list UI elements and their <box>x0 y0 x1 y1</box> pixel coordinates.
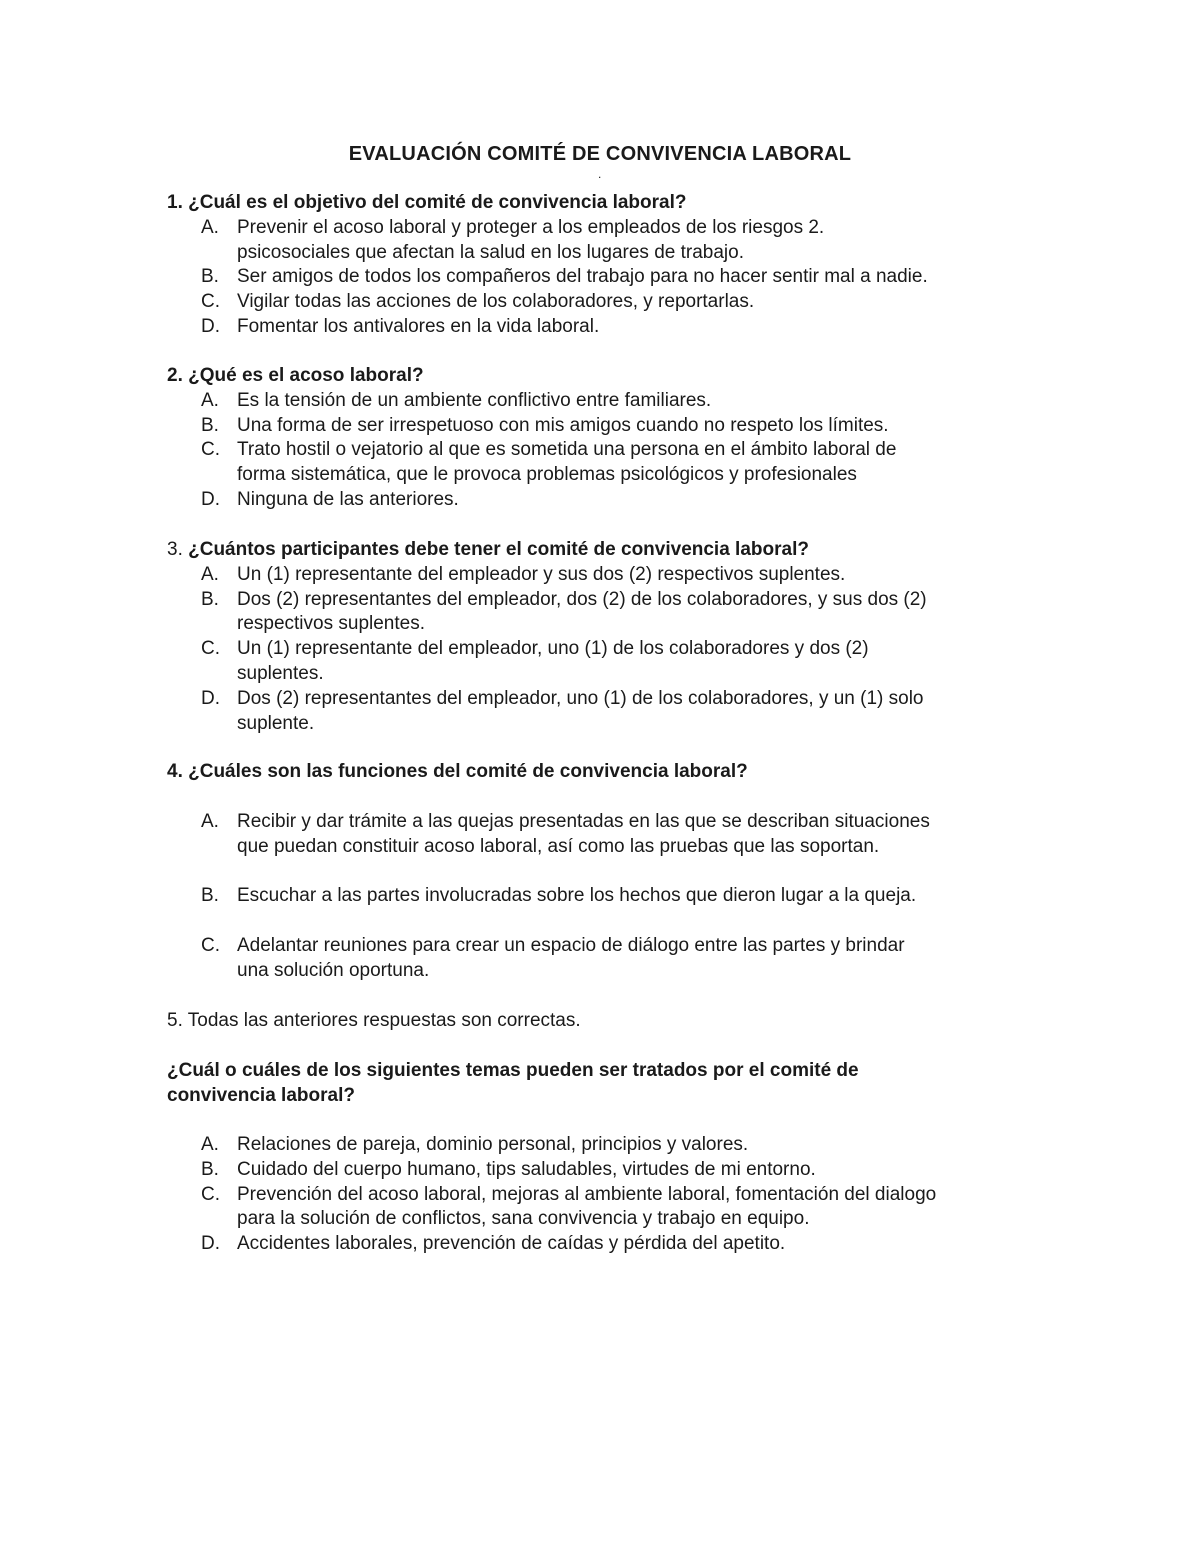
option-text-line: forma sistemática, que le provoca problemas psicológicos y profesionales <box>237 464 857 486</box>
question-2-option-b <box>167 414 1047 439</box>
option-letter: B. <box>201 588 219 610</box>
question-4-option-a-block <box>167 810 1047 860</box>
question-6 <box>167 1059 1047 1109</box>
option-letter: A. <box>201 389 219 411</box>
option-letter: D. <box>201 488 220 510</box>
question-2-option-c <box>167 438 1047 488</box>
option-text-line: Un (1) representante del empleador, uno (1) de los colaboradores y dos (2) <box>237 638 869 660</box>
question-1-option-d <box>167 315 1047 340</box>
question-2-option-a <box>167 389 1047 414</box>
option-text-line: para la solución de conflictos, sana convivencia y trabajo en equipo. <box>237 1208 810 1230</box>
option-text-line: Relaciones de pareja, dominio personal, principios y valores. <box>237 1134 749 1155</box>
question-3-option-c <box>167 637 1047 687</box>
option-text-line: Cuidado del cuerpo humano, tips saludables, virtudes de mi entorno. <box>237 1158 816 1180</box>
option-text-line: Vigilar todas las acciones de los colaboradores, y reportarlas. <box>237 291 755 313</box>
option-text-line: respectivos suplentes. <box>237 613 425 635</box>
option-text-line: suplentes. <box>237 662 324 684</box>
option-text-line: suplente. <box>237 712 315 734</box>
option-text-line: Dos (2) representantes del empleador, dos (2) de los colaboradores, y sus dos (2) <box>237 588 927 610</box>
question-3-label: ¿Cuántos participantes debe tener el comité de convivencia laboral? <box>188 539 809 560</box>
option-text-line: Recibir y dar trámite a las quejas presentadas en las que se describan situaciones <box>237 811 930 832</box>
question-2 <box>167 364 1047 513</box>
document-title: EVALUACIÓN COMITÉ DE CONVIVENCIA LABORAL <box>348 143 852 165</box>
option-text-line: Accidentes laborales, prevención de caídas y pérdida del apetito. <box>237 1233 786 1255</box>
option-letter: D. <box>201 1233 220 1255</box>
option-letter: A. <box>201 216 219 238</box>
question-2-text: 2. ¿Qué es el acoso laboral? <box>167 365 424 386</box>
question-3-number: 3. <box>167 539 189 560</box>
option-text-line: Un (1) representante del empleador y sus dos (2) respectivos suplentes. <box>237 563 846 585</box>
option-letter: B. <box>201 1158 219 1180</box>
question-2-option-d <box>167 488 1047 513</box>
question-6-option-a <box>167 1133 1047 1158</box>
option-text-line: psicosociales que afectan la salud en los lugares de trabajo. <box>237 241 744 263</box>
option-letter: A. <box>201 1134 219 1155</box>
option-letter: C. <box>201 935 220 956</box>
option-text-line: Trato hostil o vejatorio al que es sometida una persona en el ámbito laboral de <box>237 439 897 461</box>
question-1-option-a <box>167 216 1047 266</box>
option-letter: C. <box>201 439 220 461</box>
question-4-option-b-block <box>167 884 1047 909</box>
option-letter: D. <box>201 687 220 709</box>
option-text-line: Escuchar a las partes involucradas sobre los hechos que dieron lugar a la queja. <box>237 885 917 906</box>
option-text-line: Una forma de ser irrespetuoso con mis amigos cuando no respeto los límites. <box>237 414 889 436</box>
option-letter: C. <box>201 1183 220 1205</box>
question-4-text: 4. ¿Cuáles son las funciones del comité de convivencia laboral? <box>167 761 748 782</box>
question-4-option-b <box>167 884 1047 909</box>
question-3-option-a <box>167 563 1047 588</box>
question-1-option-b <box>167 265 1047 290</box>
option-letter: C. <box>201 291 220 313</box>
option-text-line: una solución oportuna. <box>237 959 430 981</box>
option-text-line: Ser amigos de todos los compañeros del trabajo para no hacer sentir mal a nadie. <box>237 266 928 288</box>
option-letter: B. <box>201 885 219 906</box>
option-letter: D. <box>201 315 220 337</box>
option-text-line: Fomentar los antivalores en la vida laboral. <box>237 315 600 337</box>
option-text-line: Prevenir el acoso laboral y proteger a los empleados de los riesgos 2. <box>237 216 825 238</box>
question-4 <box>167 760 1047 785</box>
question-3-option-d <box>167 687 1047 737</box>
question-1 <box>167 191 1047 340</box>
question-6-text-line: convivencia laboral? <box>167 1084 355 1106</box>
option-text-line: Adelantar reuniones para crear un espacio de diálogo entre las partes y brindar <box>237 935 905 956</box>
option-text-line: Ninguna de las anteriores. <box>237 488 459 510</box>
question-3-text <box>167 538 1047 563</box>
question-3 <box>167 538 1047 736</box>
question-1-option-c <box>167 290 1047 315</box>
question-6-options <box>167 1133 1047 1257</box>
question-4-option-c-block <box>167 934 1047 984</box>
question-6-option-c <box>167 1183 1047 1233</box>
item-5-text: 5. Todas las anteriores respuestas son correctas. <box>167 1010 581 1031</box>
item-5 <box>167 1009 1047 1034</box>
question-4-option-c <box>167 934 1047 984</box>
question-6-option-b <box>167 1158 1047 1183</box>
question-6-text-line: ¿Cuál o cuáles de los siguientes temas pueden ser tratados por el comité de <box>167 1060 859 1081</box>
question-3-option-b <box>167 588 1047 638</box>
option-text-line: que puedan constituir acoso laboral, así como las pruebas que las soportan. <box>237 835 880 857</box>
option-text-line: Dos (2) representantes del empleador, uno (1) de los colaboradores, y un (1) solo <box>237 687 924 709</box>
question-4-option-a <box>167 810 1047 860</box>
option-text-line: Es la tensión de un ambiente conflictivo entre familiares. <box>237 389 712 411</box>
option-letter: B. <box>201 266 219 288</box>
title-dot: . <box>598 167 602 181</box>
option-letter: A. <box>201 563 219 585</box>
option-text-line: Prevención del acoso laboral, mejoras al ambiente laboral, fomentación del dialogo <box>237 1183 937 1205</box>
question-1-text: 1. ¿Cuál es el objetivo del comité de convivencia laboral? <box>167 192 687 213</box>
question-6-option-d <box>167 1232 1047 1257</box>
option-letter: A. <box>201 811 219 832</box>
option-letter: C. <box>201 638 220 660</box>
option-letter: B. <box>201 414 219 436</box>
